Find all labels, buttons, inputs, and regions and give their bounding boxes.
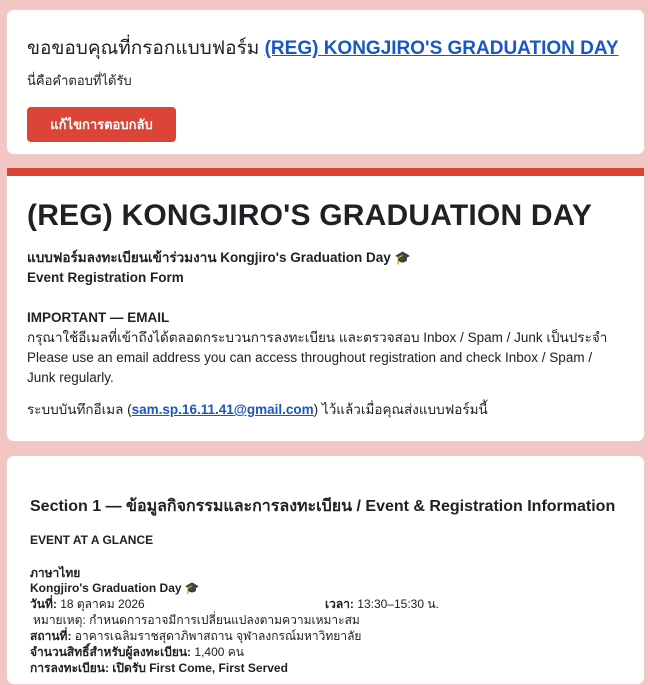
time-label: เวลา: (325, 597, 354, 611)
event-date (30, 596, 145, 612)
event-name-text: Kongjiro's Graduation Day (30, 581, 182, 595)
venue-label: สถานที่: (30, 629, 72, 643)
event-at-a-glance-heading: EVENT AT A GLANCE (30, 533, 154, 547)
note-value: กำหนดการอาจมีการเปลี่ยนแปลงตามความเหมาะสม (85, 613, 360, 627)
registration-capacity (30, 644, 244, 660)
important-text-en-1: Please use an email address you can access throughout registration and check Inbox / Spam / (27, 350, 593, 365)
subtitle-th-text: แบบฟอร์มลงทะเบียนเข้าร่วมงาน Kongjiro's Graduation Day (27, 250, 391, 265)
recorded-email-link[interactable]: sam.sp.16.11.41@gmail.com (131, 402, 314, 417)
important-text-th: กรุณาใช้อีเมลที่เข้าถึงได้ตลอดกระบวนการลงทะเบียน และตรวจสอบ Inbox / Spam / Junk เป็นประจำ (27, 330, 608, 345)
capacity-value: 1,400 คน (191, 645, 244, 659)
email-recorded-note (27, 400, 488, 420)
date-value: 18 ตุลาคม 2026 (56, 597, 145, 611)
form-subtitle-en: Event Registration Form (27, 270, 184, 285)
confirmation-card (6, 9, 645, 155)
response-recorded-text: นี่คือคำตอบที่ได้รับ (27, 73, 132, 88)
form-subtitle-th (27, 248, 411, 268)
registration-policy: การลงทะเบียน: เปิดรับ First Come, First Served (30, 661, 288, 675)
section-title: Section 1 — ข้อมูลกิจกรรมและการลงทะเบียน / Event & Registration Information (30, 498, 616, 515)
email-note-suffix: ) ไว้แล้วเมื่อคุณส่งแบบฟอร์มนี้ (313, 402, 488, 417)
form-header-card (6, 167, 645, 442)
important-text-en-2: Junk regularly. (27, 370, 114, 385)
form-title: (REG) KONGJIRO'S GRADUATION DAY (27, 199, 593, 232)
accent-bar (7, 168, 644, 176)
event-name (30, 580, 200, 596)
venue-value: อาคารเฉลิมราชสุดาภิพาสถาน จุฬาลงกรณ์มหาวิทยาลัย (71, 629, 362, 643)
email-note-prefix: ระบบบันทึกอีเมล ( (27, 402, 132, 417)
important-heading: IMPORTANT — EMAIL (27, 310, 170, 325)
thai-language-heading: ภาษาไทย (30, 566, 81, 580)
note-label: หมายเหตุ: (33, 613, 86, 627)
thanks-text: ขอขอบคุณที่กรอกแบบฟอร์ม (27, 38, 260, 59)
graduation-cap-icon: 🎓 (184, 581, 200, 595)
graduation-cap-icon: 🎓 (394, 250, 411, 265)
capacity-label: จำนวนสิทธิ์สำหรับผู้ลงทะเบียน: (30, 645, 192, 659)
edit-response-button[interactable]: แก้ไขการตอบกลับ (27, 107, 176, 142)
form-title-link[interactable]: (REG) KONGJIRO'S GRADUATION DAY (264, 38, 619, 59)
schedule-note (33, 612, 360, 628)
event-time (325, 596, 439, 612)
event-venue (30, 628, 361, 644)
date-label: วันที่: (30, 597, 57, 611)
time-value: 13:30–15:30 น. (353, 597, 439, 611)
section-card (6, 455, 645, 685)
confirmation-heading (27, 33, 619, 63)
